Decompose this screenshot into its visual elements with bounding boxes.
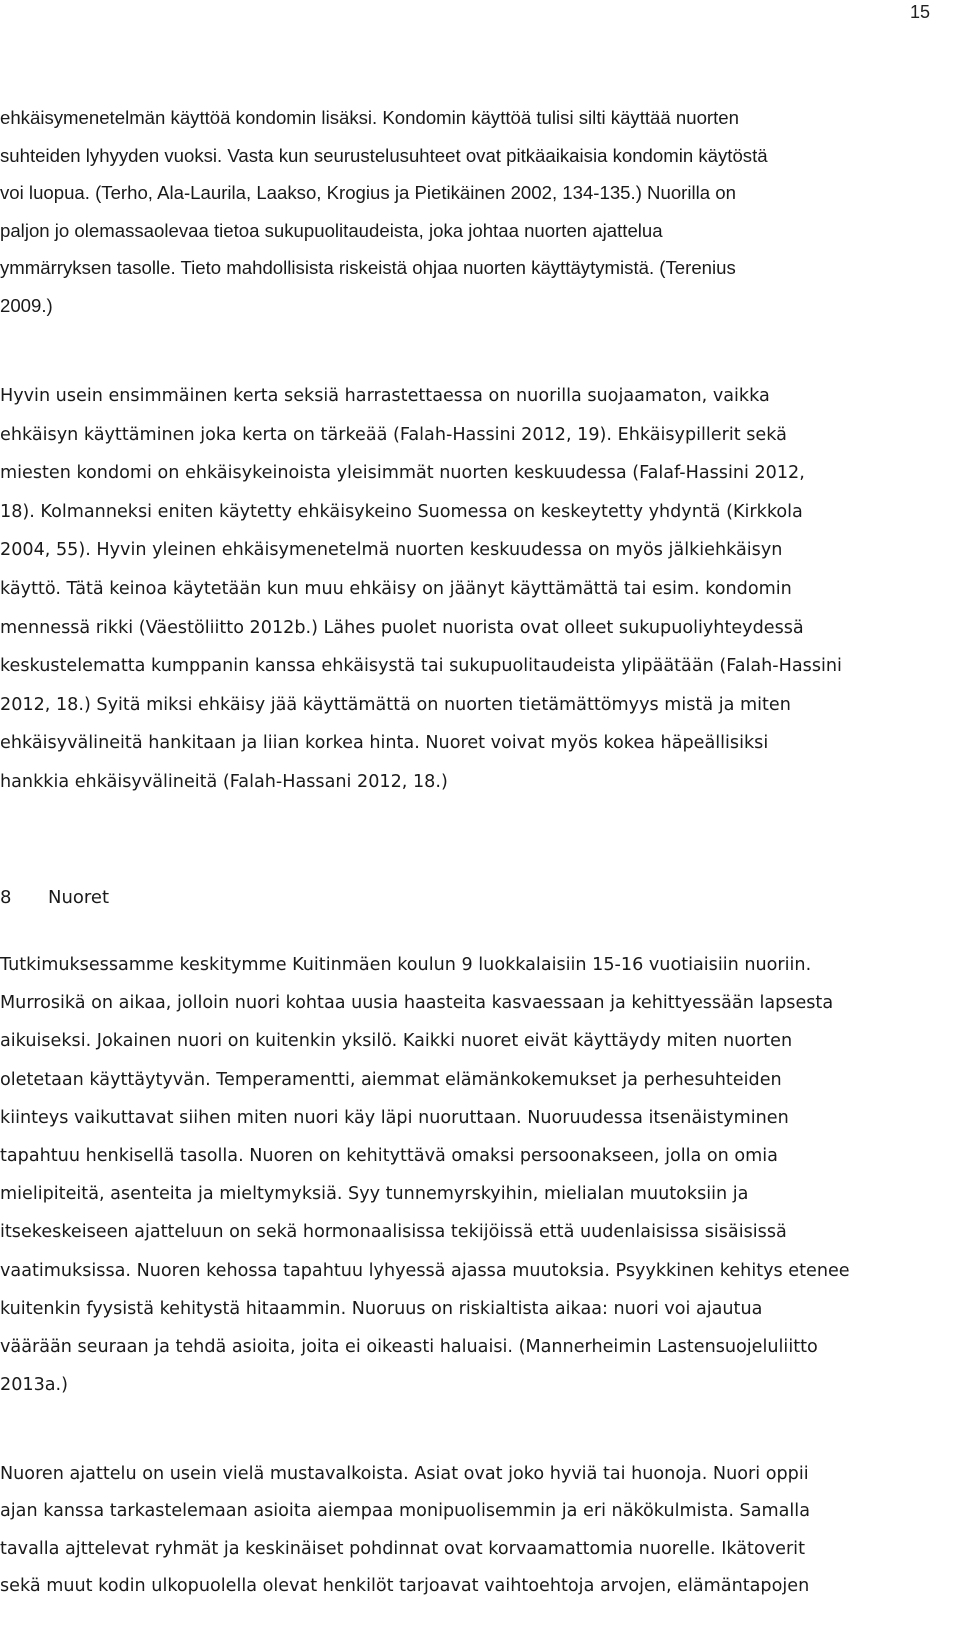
section-title: Nuoret (48, 887, 110, 908)
paragraph-contraception-knowledge: ehkäisymenetelmän käyttöä kondomin lisäksi. Kondomin käyttöä tulisi silti käyttää nuorten suhteiden lyhyyden vuoksi. Vasta kun seurustelusuhteet ovat pitkäaikaisia kondomin käytöstä voi luopua. (Terho, Ala-Laurila, Laakso, Krogius ja Pietikäinen 2002, 134-135.) Nuorilla on paljon jo olemassaolevaa tietoa sukupuolitaudeista, joka johtaa nuorten ajattelua ymmärryksen tasolle. Tieto mahdollisista riskeistä ohjaa nuorten käyttäytymistä. (Terenius 2009.) (0, 107, 768, 316)
paragraph-youth-thinking: Nuoren ajattelu on usein vielä mustavalkoista. Asiat ovat joko hyviä tai huonoja. Nuori oppii ajan kanssa tarkastelemaan asioita aiempaa monipuolisemmin ja eri näkökulmista. Samalla tavalla ajttelevat ryhmät ja keskinäiset pohdinnat ovat korvaamattomia nuorelle. Ikätoverit sekä muut kodin ulkopuolella olevat henkilöt tarjoavat vaihtoehtoja arvojen, elämäntapojen (0, 1464, 810, 1596)
paragraph-first-time-contraception: Hyvin usein ensimmäinen kerta seksiä harrastettaessa on nuorilla suojaamaton, vaikka ehkäisyn käyttäminen joka kerta on tärkeää (Falah-Hassini 2012, 19). Ehkäisypillerit sekä miesten kondomi on ehkäisykeinoista yleisimmät nuorten keskuudessa (Falaf-Hassini 2012, 18). Kolmanneksi eniten käytetty ehkäisykeino Suomessa on keskeytetty yhdyntä (Kirkkola 2004, 55). Hyvin yleinen ehkäisymenetelmä nuorten keskuudessa on myös jälkiehkäisyn käyttö. Tätä keinoa käytetään kun muu ehkäisy on jäänyt käyttämättä tai esim. kondomin mennessä rikki (Väestöliitto 2012b.) Lähes puolet nuorista ovat olleet sukupuoliyhteydessä keskustelematta kumppanin kanssa ehkäisystä tai sukupuolitaudeista ylipäätään (Falah-Hassini 2012, 18.) Syitä miksi ehkäisy jää käyttämättä on nuorten tietämättömyys mistä ja miten ehkäisyvälineitä hankitaan ja liian korkea hinta. Nuoret voivat myös kokea häpeällisiksi hankkia ehkäisyvälineitä (Falah-Hassani 2012, 18.) (0, 386, 842, 792)
paragraph-youth-research: Tutkimuksessamme keskitymme Kuitinmäen koulun 9 luokkalaisiin 15-16 vuotiaisiin nuoriin. Murrosikä on aikaa, jolloin nuori kohtaa uusia haasteita kasvaessaan ja kehittyessään lapsesta aikuiseksi. Jokainen nuori on kuitenkin yksilö. Kaikki nuoret eivät käyttäydy miten nuorten oletetaan käyttäytyvän. Temperamentti, aiemmat elämänkokemukset ja perhesuhteiden kiinteys vaikuttavat siihen miten nuori käy läpi nuoruttaan. Nuoruudessa itsenäistyminen tapahtuu henkisellä tasolla. Nuoren on kehityttävä omaksi persoonakseen, jolla on omia mielipiteitä, asenteita ja mieltymyksiä. Syy tunnemyrskyihin, mielialan muutoksiin ja itsekeskeiseen ajatteluun on sekä hormonaalisissa tekijöissä että uudenlaisissa sisäisissä vaatimuksissa. Nuoren kehossa tapahtuu lyhyessä ajassa muutoksia. Psyykkinen kehitys etenee kuitenkin fyysistä kehitystä hitaammin. Nuoruus on riskialtista aikaa: nuori voi ajautua väärään seuraan ja tehdä asioita, joita ei oikeasti haluaisi. (Mannerheimin Lastensuojeluliitto 2013a.) (0, 955, 850, 1396)
section-heading (0, 886, 109, 910)
section-number: 8 (0, 887, 12, 908)
page-number: 15 (909, 2, 930, 22)
